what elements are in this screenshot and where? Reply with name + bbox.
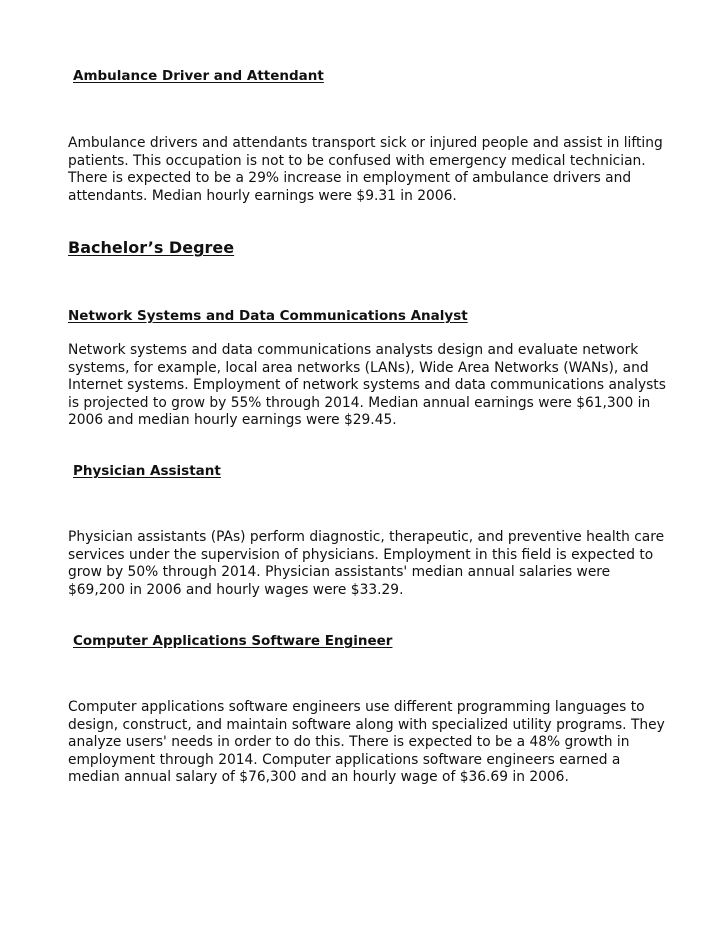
ambulance-driver-heading: Ambulance Driver and Attendant xyxy=(73,68,324,84)
physician-assistant-heading: Physician Assistant xyxy=(73,463,221,479)
bachelors-degree-heading: Bachelor’s Degree xyxy=(68,238,235,257)
software-engineer-heading: Computer Applications Software Engineer xyxy=(73,633,393,649)
physician-assistant-description: Physician assistants (PAs) perform diagnostic, therapeutic, and preventive health care services under the supervision of physicians. Employment in this field is expected to grow by 50% through 2014. Physician assistants' median annual salaries were $69,200 in 2006 and hourly wages were $33.29. xyxy=(68,529,665,598)
network-analyst-heading: Network Systems and Data Communications Analyst xyxy=(68,308,468,324)
software-engineer-description: Computer applications software engineers use different programming languages to design, construct, and maintain software along with specialized utility programs. They analyze users' needs in order to do this. There is expected to be a 48% growth in employment through 2014. Computer applications software engineers earned a median annual salary of $76,300 and an hourly wage of $36.69 in 2006. xyxy=(68,699,665,785)
ambulance-driver-description: Ambulance drivers and attendants transport sick or injured people and assist in lifting patients. This occupation is not to be confused with emergency medical technician. There is expected to be a 29% increase in employment of ambulance drivers and attendants. Median hourly earnings were $9.31 in 2006. xyxy=(68,135,663,204)
network-analyst-description: Network systems and data communications analysts design and evaluate network systems, for example, local area networks (LANs), Wide Area Networks (WANs), and Internet systems. Employment of network systems and data communications analysts is projected to grow by 55% through 2014. Median annual earnings were $61,300 in 2006 and median hourly earnings were $29.45. xyxy=(68,342,666,428)
